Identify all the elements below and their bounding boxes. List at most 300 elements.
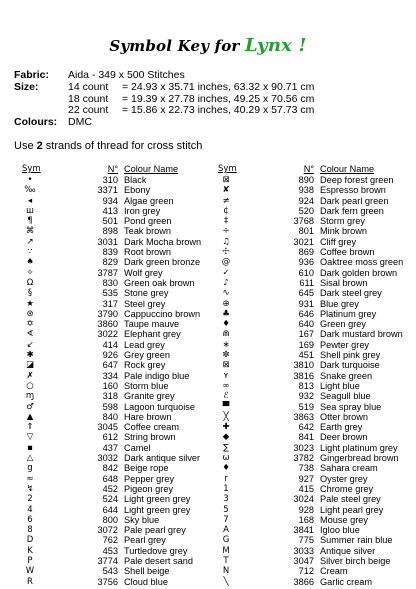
colour-name-cell: Pale desert sand [124,555,193,566]
table-row [22,515,220,525]
colour-name-cell: Cliff grey [320,236,357,247]
symbol-cell: K [27,545,33,556]
dmc-number-cell: 840 [102,411,118,422]
dmc-number-cell: 936 [298,257,314,268]
dmc-number-cell: 3782 [293,453,314,464]
dmc-number-cell: 932 [298,391,314,402]
table-row [22,484,220,494]
dmc-number-cell: 762 [102,535,118,546]
symbol-cell: ℰ [223,391,229,402]
table-header [22,163,220,175]
table-row [218,546,416,556]
table-row [218,474,416,484]
size-count: 18 count [68,92,109,105]
table-row [218,381,416,391]
colour-name-cell: Cappuccino brown [124,308,201,319]
dmc-number-cell: 829 [102,257,118,268]
symbol-cell: r [224,473,228,484]
symbol-cell: ʏ [223,370,229,381]
dmc-number-cell: 640 [298,319,314,330]
symbol-cell: @ [221,257,231,268]
symbol-cell: ¶ [27,216,33,227]
dmc-number-cell: 644 [102,504,118,515]
table-row [218,432,416,442]
dmc-number-cell: 317 [102,298,118,309]
dmc-number-cell: 452 [102,483,118,494]
dmc-number-cell: 414 [102,339,118,350]
table-row [218,371,416,381]
dmc-number-cell: 3774 [97,555,118,566]
symbol-cell: ↙ [26,339,34,350]
dmc-number-cell: 3022 [97,329,118,340]
table-row [22,196,220,206]
table-row [22,494,220,504]
colour-name-cell: Lagoon turquoise [124,401,196,412]
colour-name-cell: Pale steel grey [320,494,381,505]
symbol-cell: △ [26,453,34,464]
symbol-cell: ▽ [26,432,34,443]
symbol-cell: 6 [27,514,33,525]
dmc-number-cell: 813 [298,380,314,391]
symbol-cell: ш [26,205,34,216]
symbol-cell: ⊠ [222,175,230,185]
symbol-cell: ⊛ [26,308,34,319]
table-row [22,535,220,545]
table-rows [218,175,416,587]
colour-name-cell: Otter brown [320,411,368,422]
sym-header: Sym [218,164,237,174]
colour-name-cell: Wolf grey [124,267,163,278]
colour-name-cell: Dark pearl green [320,195,389,206]
colour-name-cell: Snake green [320,370,373,381]
dmc-number-cell: 519 [298,401,314,412]
colour-name-cell: Mink brown [320,226,367,237]
symbol-cell: ✧ [26,267,34,278]
table-row [22,206,220,216]
symbol-cell: ☩ [222,247,230,258]
symbol-cell: ω [222,453,230,464]
dmc-number-cell: 543 [102,566,118,577]
symbol-cell: P [27,555,33,566]
symbol-cell: ‰ [24,185,36,196]
table-row [218,237,416,247]
colour-name-cell: Algae green [124,195,174,206]
symbol-cell: A [223,525,229,536]
table-row [22,268,220,278]
colour-name-cell: Lead grey [124,339,165,350]
colour-name-cell: Blue grey [320,298,359,309]
colour-name-cell: Light pearl grey [320,504,384,515]
symbol-cell: 5 [223,504,229,515]
dmc-number-cell: 775 [298,535,314,546]
dmc-number-cell: 437 [102,442,118,453]
dmc-number-cell: 451 [298,350,314,361]
symbol-cell: ★ [26,298,34,309]
dmc-number-cell: 3021 [293,236,314,247]
symbol-cell: 3 [223,494,229,505]
symbol-cell: ↯ [26,483,34,494]
symbol-cell: ⊠ [222,360,230,371]
table-row [218,402,416,412]
symbol-cell: ✓ [222,267,230,278]
symbol-cell: • [27,175,33,185]
symbol-cell: ɱ [25,391,35,402]
symbol-table-right [218,163,416,587]
colour-name-cell: Pond green [124,216,172,227]
colour-name-cell: Grey green [124,350,170,361]
dmc-number-cell: 318 [102,391,118,402]
colour-name-cell: Igloo blue [320,525,360,536]
title-prefix: Symbol Key for [109,37,240,55]
dmc-number-cell: 3024 [293,494,314,505]
symbol-cell: ≠ [222,195,230,206]
colour-name-cell: Dark antique silver [124,453,201,464]
table-row [22,525,220,535]
table-header [218,163,416,175]
symbol-cell: T [223,555,229,566]
table-row [218,422,416,432]
dmc-number-cell: 931 [298,298,314,309]
colour-name-cell: Cream [320,566,348,577]
dmc-number-cell: 413 [102,205,118,216]
symbol-cell: M [222,545,230,556]
table-row [218,196,416,206]
dmc-number-cell: 3790 [97,308,118,319]
colours-value: DMC [68,116,92,129]
colour-name-cell: Dark fern green [320,205,384,216]
dmc-number-cell: 938 [298,185,314,196]
table-row [218,329,416,339]
symbol-cell: ⇑ [26,422,34,433]
table-row [218,443,416,453]
dmc-number-cell: 642 [298,422,314,433]
symbol-cell: ✡ [26,319,34,330]
symbol-cell: 8 [27,525,33,536]
table-row [218,288,416,298]
symbol-cell: 1 [223,483,229,494]
table-row [218,412,416,422]
symbol-cell: ⋒ [222,329,230,340]
table-row [22,175,220,185]
symbol-cell: ‡ [223,216,229,227]
symbol-cell: ♦ [222,463,230,474]
dmc-number-cell: 3841 [293,525,314,536]
symbol-cell: D [26,535,34,546]
table-row [22,422,220,432]
dmc-number-cell: 3816 [293,370,314,381]
dmc-number-cell: 3863 [293,411,314,422]
symbol-cell: ╲ [223,576,229,587]
size-value: = 19.39 x 27.78 inches, 49.25 x 70.56 cm [122,92,315,105]
table-row [22,463,220,473]
dmc-number-cell: 3072 [97,525,118,536]
colour-name-cell: Coffee cream [124,422,179,433]
table-row [22,443,220,453]
colour-name-cell: Turtledove grey [124,545,188,556]
table-row [22,278,220,288]
colour-name-cell: Black [124,175,147,185]
colour-name-cell: Sky blue [124,514,160,525]
dmc-number-cell: 3045 [97,422,118,433]
dmc-number-cell: 927 [298,473,314,484]
table-row [218,206,416,216]
dmc-number-cell: 800 [102,514,118,525]
dmc-number-cell: 168 [298,514,314,525]
symbol-cell: ⌘ [25,226,35,237]
table-row [218,268,416,278]
colour-name-cell: Espresso brown [320,185,386,196]
fabric-label: Fabric: [14,69,50,81]
colour-name-cell: Light platinum grey [320,442,398,453]
colour-name-cell: Light green grey [124,504,191,515]
colour-name-cell: Light blue [320,380,360,391]
fabric-value: Aida - 349 x 500 Stitches [68,69,185,81]
table-row [22,371,220,381]
dmc-number-cell: 501 [102,216,118,227]
table-row [22,360,220,370]
table-row [22,350,220,360]
symbol-cell: ▪ [27,442,33,453]
symbol-cell: G [222,535,230,546]
size-row [14,82,314,94]
colour-name-cell: Shell pink grey [320,350,381,361]
dmc-number-cell: 3810 [293,360,314,371]
symbol-cell: ⊕ [222,298,230,309]
strands-number: 2 [36,140,43,152]
table-row [218,257,416,267]
size-value: = 24.93 x 35.71 inches, 63.32 x 90.71 cm [122,80,315,93]
dmc-number-cell: 3860 [97,319,118,330]
table-row [218,566,416,576]
dmc-number-cell: 869 [298,247,314,258]
colours-row [14,117,314,129]
table-row [218,494,416,504]
table-row [218,525,416,535]
colour-name-cell: Earth grey [320,422,363,433]
table-row [218,453,416,463]
colour-name-cell: Dark Mocha brown [124,236,202,247]
table-row [22,432,220,442]
symbol-cell: ✼ [222,350,230,361]
size-label: Size: [14,80,39,93]
dmc-number-cell: 928 [298,504,314,515]
dmc-number-cell: 712 [298,566,314,577]
table-row [218,515,416,525]
colour-name-cell: Sisal brown [320,277,368,288]
colour-name-cell: Antique silver [320,545,376,556]
colour-name-cell: Deep forest green [320,175,394,185]
dmc-number-cell: 3787 [97,267,118,278]
table-row [218,309,416,319]
dmc-number-cell: 610 [298,267,314,278]
symbol-cell: ◆ [222,432,230,443]
colour-name-cell: Dark turquoise [320,360,380,371]
colour-name-cell: Dark green bronze [124,257,201,268]
table-row [22,474,220,484]
symbol-cell: ∵ [27,247,33,258]
colour-name-cell: Shell beige [124,566,170,577]
dmc-number-cell: 612 [102,432,118,443]
strands-prefix: Use [14,140,37,152]
colour-name-cell: Sahara cream [320,463,378,474]
symbol-cell: g [27,463,33,474]
colour-name-cell: Light green grey [124,494,191,505]
table-row [218,484,416,494]
symbol-cell: ▲ [26,411,34,422]
table-row [218,505,416,515]
colour-name-cell: Deer brown [320,432,368,443]
dmc-number-cell: 645 [298,288,314,299]
size-value: = 15.86 x 22.73 inches, 40.29 x 57.73 cm [122,104,315,117]
dmc-number-cell: 598 [102,401,118,412]
table-rows [22,175,220,587]
symbol-cell: ✘ [222,185,230,196]
colour-name-cell: Seagull blue [320,391,371,402]
dmc-number-cell: 3032 [97,453,118,464]
table-row [22,329,220,339]
symbol-cell: ♣ [222,308,230,319]
dmc-number-cell: 3371 [97,185,118,196]
dmc-number-cell: 890 [298,175,314,185]
symbol-cell: ♂ [26,401,34,412]
colour-name-cell: Oaktree moss green [320,257,404,268]
symbol-cell: ▀ [222,401,230,412]
table-row [22,577,220,587]
strands-instruction [14,140,202,152]
table-row [22,309,220,319]
num-header: N° [303,164,314,174]
colour-name-cell: Beige rope [124,463,169,474]
colour-name-cell: Teak brown [124,226,171,237]
symbol-cell: ∢ [26,329,34,340]
symbol-cell: ✱ [26,350,34,361]
symbol-cell: ∑ [223,442,229,453]
colour-name-cell: String brown [124,432,176,443]
colour-name-cell: Root brown [124,247,171,258]
table-row [22,319,220,329]
table-row [22,257,220,267]
dmc-number-cell: 334 [102,370,118,381]
symbol-cell: ♫ [222,236,230,247]
dmc-number-cell: 841 [298,432,314,443]
dmc-number-cell: 738 [298,463,314,474]
table-row [22,402,220,412]
table-row [218,175,416,185]
colour-name-cell: Camel [124,442,151,453]
symbol-cell: ♪ [223,277,229,288]
colour-name-cell: Hare brown [124,411,172,422]
dmc-number-cell: 3031 [97,236,118,247]
title-brand: Lynx ! [244,35,307,56]
symbol-cell: § [27,288,33,299]
colour-name-cell: Sea spray blue [320,401,382,412]
symbol-cell: ✚ [222,422,230,433]
table-row [218,319,416,329]
table-row [22,546,220,556]
table-row [218,350,416,360]
dmc-number-cell: 167 [298,329,314,340]
symbol-table-left [22,163,220,587]
colour-name-cell: Dark steel grey [320,288,382,299]
colour-name-cell: Iron grey [124,205,161,216]
table-row [22,556,220,566]
dmc-number-cell: 3033 [293,545,314,556]
symbol-cell: ○ [26,380,34,391]
dmc-number-cell: 453 [102,545,118,556]
table-row [22,453,220,463]
dmc-number-cell: 842 [102,463,118,474]
dmc-number-cell: 934 [102,195,118,206]
name-header: Colour Name [320,164,375,174]
size-row [14,105,314,117]
symbol-cell: R [27,576,33,587]
symbol-cell: ∿ [222,288,230,299]
colour-name-cell: Gingerbread brown [320,453,399,464]
dmc-number-cell: 3023 [293,442,314,453]
name-header: Colour Name [124,164,179,174]
size-count: 22 count [68,104,109,117]
dmc-number-cell: 310 [102,175,118,185]
colour-name-cell: Coffee brown [320,247,375,258]
dmc-number-cell: 926 [102,350,118,361]
colour-name-cell: Mouse grey [320,514,369,525]
dmc-number-cell: 520 [298,205,314,216]
dmc-number-cell: 415 [298,483,314,494]
colour-name-cell: Pigeon grey [124,483,174,494]
symbol-cell: ≈ [26,473,34,484]
num-header: N° [107,164,118,174]
colour-name-cell: Green grey [320,319,366,330]
table-row [22,226,220,236]
symbol-cell: ↗ [26,236,34,247]
symbol-cell: Ω [26,277,34,288]
dmc-number-cell: 801 [298,226,314,237]
dmc-number-cell: 524 [102,494,118,505]
dmc-number-cell: 535 [102,288,118,299]
colour-name-cell: Ebony [124,185,151,196]
symbol-cell: ✗ [26,370,34,381]
table-row [22,185,220,195]
colour-name-cell: Granite grey [124,391,175,402]
colour-name-cell: Dark golden brown [320,267,398,278]
colour-name-cell: Steel grey [124,298,166,309]
dmc-number-cell: 160 [102,380,118,391]
dmc-number-cell: 3768 [293,216,314,227]
table-row [218,278,416,288]
colour-name-cell: Pewter grey [320,339,370,350]
symbol-cell: ╳ [223,411,229,422]
colour-name-cell: Rock grey [124,360,166,371]
colour-name-cell: Silver birch beige [320,555,391,566]
colour-name-cell: Green oak brown [124,277,195,288]
colour-name-cell: Pearl grey [124,535,166,546]
colour-name-cell: Pepper grey [124,473,175,484]
colour-name-cell: Pale pearl grey [124,525,186,536]
symbol-cell: 4 [27,504,33,515]
table-row [218,360,416,370]
colour-name-cell: Platinum grey [320,308,377,319]
table-row [22,412,220,422]
table-row [218,391,416,401]
strands-suffix: strands of thread for cross stitch [42,140,203,152]
table-row [218,216,416,226]
table-row [22,566,220,576]
table-row [22,505,220,515]
table-row [218,247,416,257]
table-row [22,299,220,309]
table-row [218,556,416,566]
dmc-number-cell: 646 [298,308,314,319]
